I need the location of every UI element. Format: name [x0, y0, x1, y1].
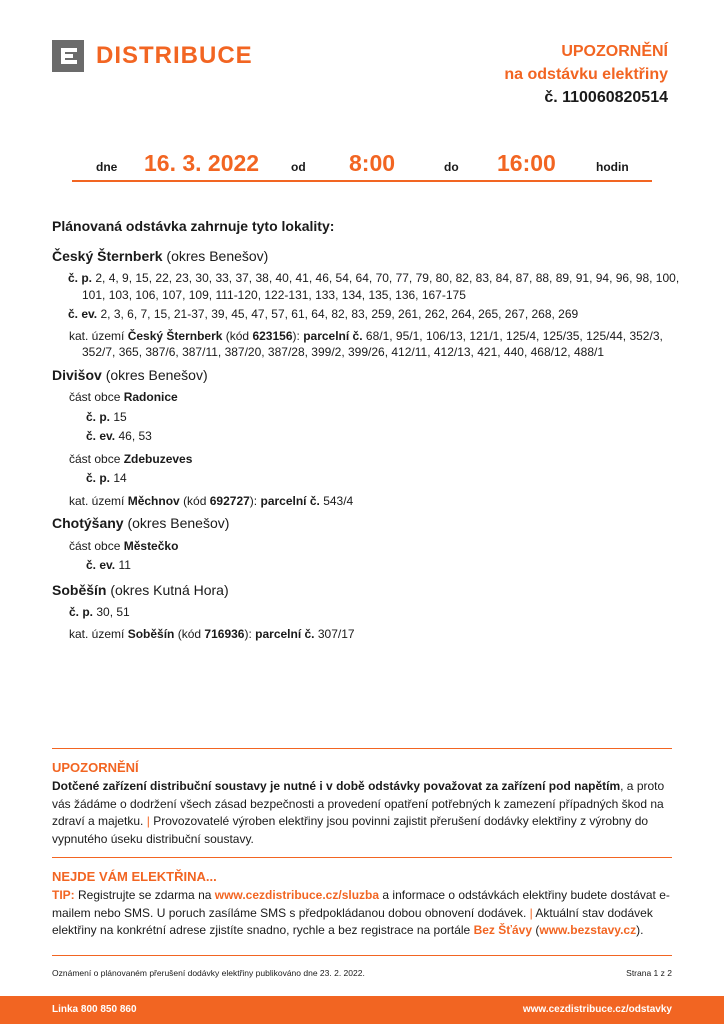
- logo-text: DISTRIBUCE: [96, 42, 253, 69]
- part-name: Radonice: [123, 390, 178, 404]
- cp-label: č. p.: [69, 605, 94, 619]
- kod-suffix: ):: [249, 493, 258, 508]
- cp-label: č. p.: [68, 271, 93, 285]
- municipality-part: [52, 538, 682, 555]
- municipality-block: [52, 248, 682, 361]
- parcel-label: parcelní č.: [303, 328, 363, 343]
- part-prefix: část obce: [69, 538, 121, 553]
- cp-list: [52, 604, 682, 621]
- kod-value: 716936: [204, 626, 245, 641]
- do-label: do: [444, 160, 459, 174]
- parcel-values: 68/1, 95/1, 106/13, 121/1, 125/4, 125/35, 125/44, 352/3, 352/7, 365, 387/6, 387/11, 387/20, 387/28, 399/2, 399/26, 412/11, 412/13, 421, 440, 468/12, 488/1: [82, 328, 663, 359]
- no-power-heading: NEJDE VÁM ELEKTŘINA...: [52, 869, 217, 884]
- outage-end-time: 16:00: [497, 150, 556, 176]
- kat-prefix: kat. území: [69, 328, 125, 343]
- cev-list: [52, 428, 682, 445]
- publication-note: Oznámení o plánovaném přerušení dodávky elektřiny publikováno dne 23. 2. 2022.: [52, 968, 365, 978]
- cev-label: č. ev.: [86, 429, 116, 443]
- dne-label: dne: [96, 160, 118, 174]
- cp-values: 15: [113, 409, 127, 424]
- cp-values: 14: [113, 471, 127, 485]
- warning-text-part2: Provozovatelé výroben elektřiny jsou povinni zajistit přerušení dodávky elektřiny z výrobny do vypnutého úseku distribuční soustavy.: [52, 814, 649, 846]
- cp-list: [52, 270, 682, 303]
- cadastral-list: [52, 493, 682, 510]
- tip-text-part3: Aktuální stav dodávek elektřiny na konkrétní adrese zjistíte snadno, rychle a bez registrace na portále: [52, 905, 653, 937]
- tip-label: TIP:: [52, 888, 75, 902]
- notice-heading: [504, 40, 668, 109]
- outage-start-time: 8:00: [349, 150, 396, 176]
- kat-name: Český Šternberk: [127, 328, 223, 343]
- part-name: Městečko: [123, 538, 179, 553]
- kod-prefix: (kód: [177, 626, 202, 641]
- cp-list: [52, 470, 682, 487]
- company-logo: [52, 40, 253, 72]
- part-name: Zdebuzeves: [123, 451, 193, 466]
- no-power-text: TIP: Registrujte se zdarma na www.cezdistribuce.cz/sluzba a informace o odstávkách elektřiny budete dostávat e-mailem nebo SMS. U poruch zasíláme SMS s předpokládanou dobou obnovení dodávek. | Aktuální stav dodávek elektřiny na konkrétní adrese zjistíte snadno, rychle a bez registrace na portále Bez Šťávy (www.bezstavy.cz).: [52, 888, 670, 937]
- outage-date-line: [72, 146, 652, 182]
- warning-text: [52, 778, 677, 848]
- part-prefix: část obce: [69, 390, 121, 404]
- tip-separator: |: [529, 905, 533, 920]
- footer-bar: [0, 996, 724, 1024]
- kod-value: 623156: [252, 328, 293, 343]
- municipality-part: [52, 389, 682, 406]
- cp-values: 2, 4, 9, 15, 22, 23, 30, 33, 37, 38, 40, 41, 46, 54, 64, 70, 77, 79, 80, 82, 83, 84, 87, 88, 89, 91, 94, 96, 98, 100, 101, 103, 106, 107, 109, 111-120, 122-131, 133, 134, 135, 136, 167-175: [82, 271, 680, 302]
- district-name: (okres Benešov): [166, 247, 269, 264]
- od-label: od: [291, 160, 306, 174]
- logo-mark-icon: [52, 40, 84, 72]
- notice-subtitle: na odstávku elektřiny: [504, 66, 668, 83]
- notice-number: č. 110060820514: [544, 89, 668, 106]
- warning-heading: UPOZORNĚNÍ: [52, 760, 139, 775]
- cev-label: č. ev.: [68, 307, 98, 321]
- footer-website-link[interactable]: www.cezdistribuce.cz/odstavky: [522, 1004, 672, 1015]
- portal-link[interactable]: www.bezstavy.cz: [539, 923, 637, 937]
- municipality-heading: [52, 248, 682, 265]
- cev-label: č. ev.: [86, 558, 116, 572]
- cp-label: č. p.: [86, 471, 111, 485]
- cadastral-list: [52, 626, 682, 643]
- municipality-name: Chotýšany: [52, 515, 124, 531]
- district-name: (okres Benešov): [127, 515, 230, 531]
- warning-text-part1: , a proto vás žádáme o dodržení všech zásad bezpečnosti a provedení opatření potřebných k zamezení případných škod na zdraví a majetku.: [52, 779, 665, 828]
- section-divider: [52, 857, 672, 858]
- municipality-name: Český Šternberk: [52, 247, 163, 264]
- district-name: (okres Benešov): [105, 366, 208, 383]
- section-divider: [52, 955, 672, 956]
- outage-date: 16. 3. 2022: [144, 150, 260, 176]
- kat-prefix: kat. území: [69, 493, 125, 508]
- hodin-label: hodin: [596, 160, 629, 174]
- section-divider: [52, 748, 672, 749]
- cadastral-list: [52, 328, 682, 361]
- kat-prefix: kat. území: [69, 626, 125, 641]
- kod-prefix: (kód: [225, 328, 250, 343]
- municipality-heading: [52, 515, 682, 532]
- parcel-label: parcelní č.: [255, 626, 315, 641]
- municipality-heading: [52, 582, 682, 599]
- municipality-name: Divišov: [52, 366, 102, 383]
- part-prefix: část obce: [69, 451, 121, 466]
- warning-separator: |: [146, 814, 150, 828]
- kod-suffix: ):: [292, 328, 300, 343]
- warning-bold-text: Dotčené zařízení distribuční soustavy je nutné i v době odstávky považovat za zařízení pod napětím: [52, 779, 621, 793]
- kod-value: 692727: [209, 493, 250, 508]
- hotline[interactable]: Linka 800 850 860: [52, 1004, 137, 1015]
- kat-name: Soběšín: [127, 626, 175, 641]
- cp-list: [52, 409, 682, 426]
- municipality-name: Soběšín: [52, 581, 107, 598]
- locality-list: [52, 218, 682, 646]
- district-name: (okres Kutná Hora): [110, 581, 229, 598]
- kod-suffix: ):: [244, 626, 252, 641]
- parcel-values: 307/17: [317, 626, 355, 641]
- cp-label: č. p.: [86, 409, 111, 424]
- tip-text-part2: a informace o odstávkách elektřiny budete dostávat e-mailem nebo SMS. U poruch zasíláme SMS s předpokládanou dobou obnovení dodávek.: [52, 888, 670, 920]
- cev-values: 46, 53: [118, 429, 152, 443]
- parcel-label: parcelní č.: [260, 493, 320, 508]
- notice-title: UPOZORNĚNÍ: [561, 43, 668, 60]
- cev-values: 2, 3, 6, 7, 15, 21-37, 39, 45, 47, 57, 61, 64, 82, 83, 259, 261, 262, 264, 265, 267, 268, 269: [100, 307, 579, 321]
- registration-link[interactable]: www.cezdistribuce.cz/sluzba: [214, 888, 380, 902]
- municipality-block: [52, 515, 682, 574]
- cev-list: [52, 557, 682, 574]
- cp-values: 30, 51: [96, 605, 130, 619]
- cev-list: [52, 306, 682, 323]
- tip-text-part1: Registrujte se zdarma na: [78, 888, 212, 902]
- cev-values: 11: [118, 558, 131, 572]
- portal-name: Bez Šťávy: [473, 923, 533, 937]
- page-number: Strana 1 z 2: [626, 968, 672, 978]
- municipality-part: [52, 451, 682, 468]
- municipality-block: [52, 367, 682, 510]
- kod-prefix: (kód: [183, 493, 207, 508]
- municipality-heading: [52, 367, 682, 384]
- parcel-values: 543/4: [323, 493, 354, 508]
- locality-intro: Plánovaná odstávka zahrnuje tyto lokality:: [52, 218, 335, 234]
- municipality-block: [52, 582, 682, 643]
- kat-name: Měchnov: [127, 493, 180, 508]
